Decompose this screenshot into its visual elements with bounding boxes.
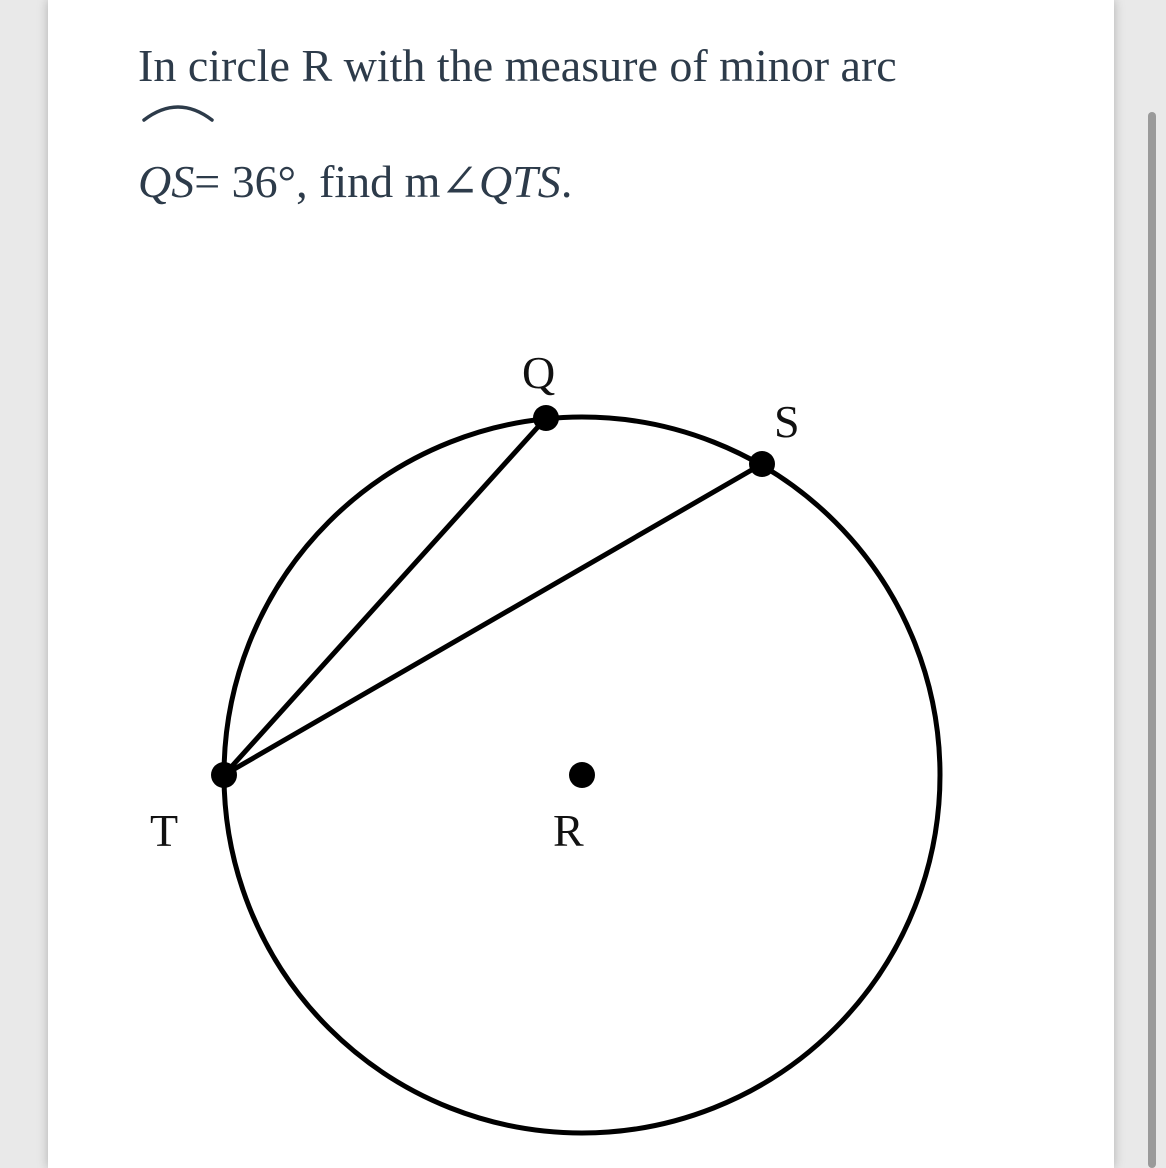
question-line-1: In circle R with the measure of minor arc [138, 40, 897, 91]
point-t [211, 762, 237, 788]
label-r: R [553, 805, 584, 856]
chord-ts [224, 464, 762, 775]
point-q [533, 405, 559, 431]
point-r-center [569, 762, 595, 788]
point-s [749, 451, 775, 477]
find-text: , find m∠ [296, 156, 479, 207]
end-punct: . [560, 156, 573, 207]
arc-measure: = 36° [194, 156, 297, 207]
label-t: T [150, 805, 179, 856]
label-q: Q [522, 347, 556, 398]
arc-name: QS [138, 156, 195, 207]
label-s: S [774, 396, 800, 447]
angle-name: QTS [479, 156, 561, 207]
